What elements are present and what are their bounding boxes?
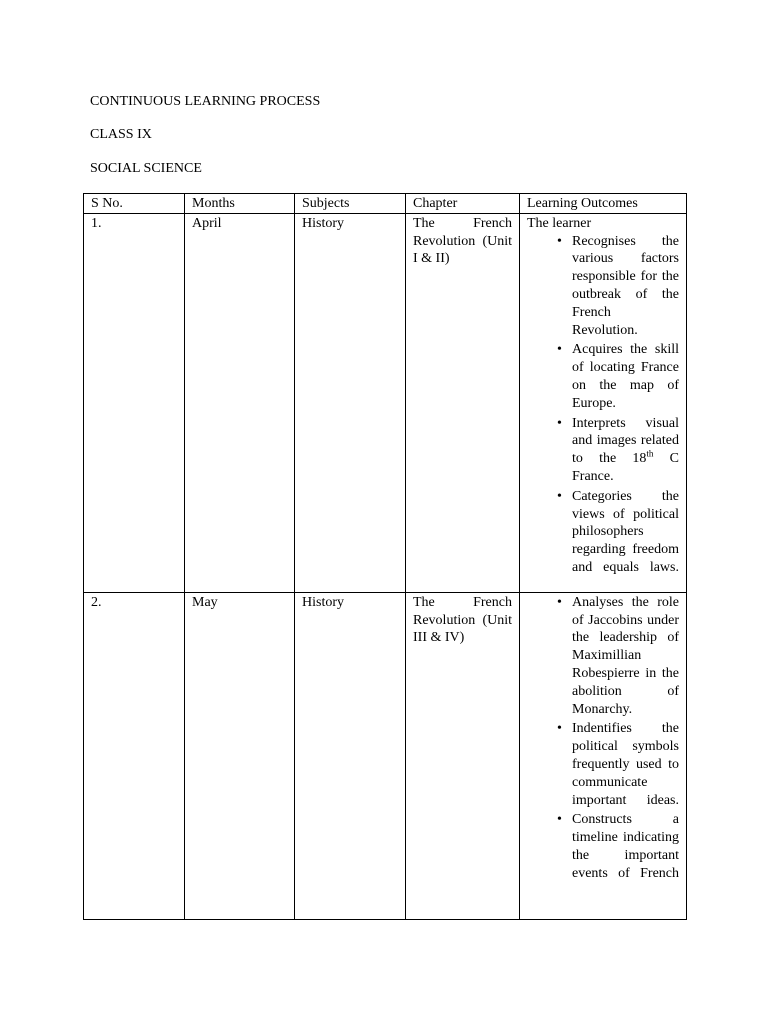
- table-row: [84, 592, 687, 919]
- outcome-text-tail: C France.: [572, 451, 679, 484]
- outcome-text: Indentifies the political symbols frequently used to communicate important ideas.: [572, 721, 679, 808]
- bullet-icon: •: [557, 721, 562, 737]
- outcome-text-main: Interprets visual and images related to the 18: [572, 415, 679, 467]
- header-subjects: Subjects: [295, 194, 406, 214]
- table-row: [84, 213, 687, 592]
- chapter-text: The French Revolution (Unit III & IV): [413, 594, 512, 646]
- cell-subject: History: [295, 592, 406, 919]
- header-learning-outcomes: Learning Outcomes: [520, 194, 687, 214]
- list-item: [527, 233, 679, 340]
- list-item: [527, 415, 679, 486]
- learning-plan-table: [83, 193, 687, 920]
- outcome-text: Acquires the skill of locating France on the map of Europe.: [572, 342, 679, 411]
- list-item: [527, 811, 679, 882]
- chapter-text: The French Revolution (Unit I & II): [413, 215, 512, 267]
- bullet-icon: •: [557, 342, 562, 358]
- table-header-row: [84, 194, 687, 214]
- bullet-icon: •: [557, 415, 562, 431]
- bullet-icon: •: [557, 812, 562, 828]
- document-title: CONTINUOUS LEARNING PROCESS: [90, 94, 321, 109]
- subject-label: SOCIAL SCIENCE: [90, 161, 202, 176]
- outcome-text: Recognises the various factors responsible for the outbreak of the French Revolution.: [572, 233, 679, 338]
- outcome-text: [572, 415, 679, 486]
- outcomes-list: [527, 233, 679, 577]
- list-item: [527, 720, 679, 809]
- class-label: CLASS IX: [90, 127, 152, 142]
- header-months: Months: [185, 194, 295, 214]
- outcomes-list: [527, 594, 679, 883]
- cell-sno: 1.: [84, 213, 185, 592]
- outcome-text: Analyses the role of Jaccobins under the leadership of Maximillian Robespierre in the abolition of Monarchy.: [572, 594, 679, 717]
- list-item: [527, 488, 679, 577]
- outcomes-intro: The learner: [527, 215, 592, 231]
- cell-sno: 2.: [84, 592, 185, 919]
- header-sno: S No.: [84, 194, 185, 214]
- cell-chapter: [406, 592, 520, 919]
- cell-month: May: [185, 592, 295, 919]
- bullet-icon: •: [557, 488, 562, 504]
- cell-chapter: [406, 213, 520, 592]
- bullet-icon: •: [557, 233, 562, 249]
- list-item: [527, 594, 679, 719]
- outcome-text: Categories the views of political philosophers regarding freedom and equals laws.: [572, 488, 679, 575]
- outcome-text: Constructs a timeline indicating the important events of French: [572, 812, 679, 881]
- cell-learning-outcomes: [520, 592, 687, 919]
- cell-month: April: [185, 213, 295, 592]
- cell-learning-outcomes: [520, 213, 687, 592]
- list-item: [527, 341, 679, 412]
- superscript: th: [646, 448, 654, 459]
- cell-subject: History: [295, 213, 406, 592]
- bullet-icon: •: [557, 594, 562, 610]
- header-chapter: Chapter: [406, 194, 520, 214]
